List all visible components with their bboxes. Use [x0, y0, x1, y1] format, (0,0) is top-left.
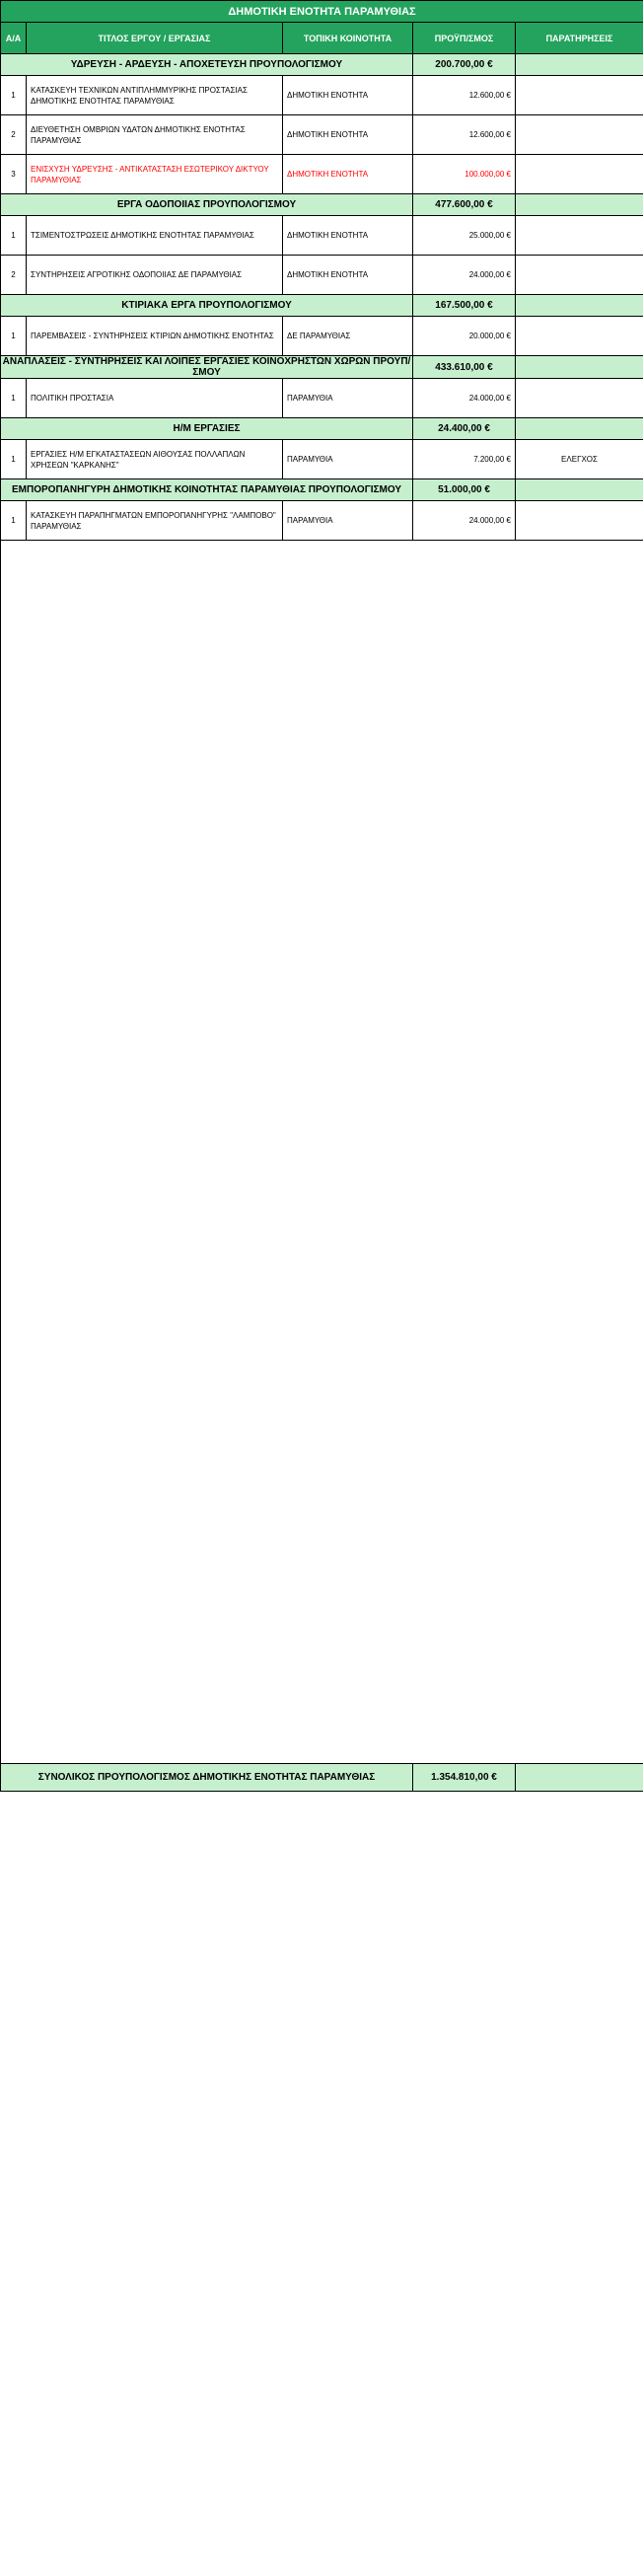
item-number: 1: [1, 216, 27, 256]
item-community: ΔΗΜΟΤΙΚΗ ΕΝΟΤΗΤΑ: [283, 115, 413, 155]
section-title: ΥΔΡΕΥΣΗ - ΑΡΔΕΥΣΗ - ΑΠΟΧΕΤΕΥΣΗ ΠΡΟΥΠΟΛΟΓΙΣΜΟΥ: [1, 54, 413, 76]
item-title: ΠΑΡΕΜΒΑΣΕΙΣ - ΣΥΝΤΗΡΗΣΕΙΣ ΚΤΙΡΙΩΝ ΔΗΜΟΤΙΚΗΣ ΕΝΟΤΗΤΑΣ: [27, 317, 283, 356]
section-notes-cell: [516, 418, 643, 440]
item-title: ΤΣΙΜΕΝΤΟΣΤΡΩΣΕΙΣ ΔΗΜΟΤΙΚΗΣ ΕΝΟΤΗΤΑΣ ΠΑΡΑΜΥΘΙΑΣ: [27, 216, 283, 256]
table-row: [1, 155, 643, 194]
table-row: [1, 115, 643, 155]
item-title: ΚΑΤΑΣΚΕΥΗ ΠΑΡΑΠΗΓΜΑΤΩΝ ΕΜΠΟΡΟΠΑΝΗΓΥΡΗΣ "ΛΑΜΠΟΒΟ" ΠΑΡΑΜΥΘΙΑΣ: [27, 501, 283, 541]
section-title: ΚΤΙΡΙΑΚΑ ΕΡΓΑ ΠΡΟΥΠΟΛΟΓΙΣΜΟΥ: [1, 295, 413, 317]
table-row: [1, 379, 643, 418]
item-budget: 100.000,00 €: [413, 155, 516, 194]
section-title: ΑΝΑΠΛΑΣΕΙΣ - ΣΥΝΤΗΡΗΣΕΙΣ ΚΑΙ ΛΟΙΠΕΣ ΕΡΓΑΣΙΕΣ ΚΟΙΝΟΧΡΗΣΤΩΝ ΧΩΡΩΝ ΠΡΟΥΠ/ΣΜΟΥ: [1, 356, 413, 379]
grand-total-value: 1.354.810,00 €: [413, 1764, 516, 1792]
item-community: ΔΗΜΟΤΙΚΗ ΕΝΟΤΗΤΑ: [283, 256, 413, 295]
title-row: [1, 1, 643, 23]
col-header-budget: ΠΡΟΫΠ/ΣΜΟΣ: [413, 23, 516, 54]
item-title: ΕΡΓΑΣΙΕΣ Η/Μ ΕΓΚΑΤΑΣΤΑΣΕΩΝ ΑΙΘΟΥΣΑΣ ΠΟΛΛΑΠΛΩΝ ΧΡΗΣΕΩΝ "ΚΑΡΚΑΝΗΣ": [27, 440, 283, 479]
section-header-row: [1, 295, 643, 317]
table-row: [1, 440, 643, 479]
item-number: 2: [1, 115, 27, 155]
item-title: ΣΥΝΤΗΡΗΣΕΙΣ ΑΓΡΟΤΙΚΗΣ ΟΔΟΠΟΙΙΑΣ ΔΕ ΠΑΡΑΜΥΘΙΑΣ: [27, 256, 283, 295]
section-header-row: [1, 194, 643, 216]
item-notes: [516, 216, 643, 256]
item-title: ΠΟΛΙΤΙΚΗ ΠΡΟΣΤΑΣΙΑ: [27, 379, 283, 418]
item-notes: [516, 115, 643, 155]
placeholder-cell: [1, 541, 643, 1764]
item-community: ΠΑΡΑΜΥΘΙΑ: [283, 501, 413, 541]
section-header-row: [1, 479, 643, 501]
item-notes: [516, 501, 643, 541]
section-budget: 24.400,00 €: [413, 418, 516, 440]
section-header-row: [1, 356, 643, 379]
item-community: ΠΑΡΑΜΥΘΙΑ: [283, 440, 413, 479]
item-budget: 7.200,00 €: [413, 440, 516, 479]
item-notes: [516, 155, 643, 194]
item-number: 1: [1, 440, 27, 479]
item-notes: [516, 256, 643, 295]
item-budget: 12.600,00 €: [413, 76, 516, 115]
item-number: 1: [1, 76, 27, 115]
item-community: ΠΑΡΑΜΥΘΙΑ: [283, 379, 413, 418]
item-number: 1: [1, 379, 27, 418]
item-budget: 20.000,00 €: [413, 317, 516, 356]
item-community: ΔΗΜΟΤΙΚΗ ΕΝΟΤΗΤΑ: [283, 155, 413, 194]
section-notes-cell: [516, 356, 643, 379]
section-notes-cell: [516, 295, 643, 317]
col-header-notes: ΠΑΡΑΤΗΡΗΣΕΙΣ: [516, 23, 643, 54]
table-row: [1, 317, 643, 356]
item-title: ΔΙΕΥΘΕΤΗΣΗ ΟΜΒΡΙΩΝ ΥΔΑΤΩΝ ΔΗΜΟΤΙΚΗΣ ΕΝΟΤΗΤΑΣ ΠΑΡΑΜΥΘΙΑΣ: [27, 115, 283, 155]
section-budget: 433.610,00 €: [413, 356, 516, 379]
section-header-row: [1, 418, 643, 440]
item-budget: 25.000,00 €: [413, 216, 516, 256]
item-number: 1: [1, 317, 27, 356]
item-community: ΔΗΜΟΤΙΚΗ ΕΝΟΤΗΤΑ: [283, 216, 413, 256]
section-budget: 477.600,00 €: [413, 194, 516, 216]
col-header-title: ΤΙΤΛΟΣ ΕΡΓΟΥ / ΕΡΓΑΣΙΑΣ: [27, 23, 283, 54]
table-row: [1, 256, 643, 295]
section-title: ΕΡΓΑ ΟΔΟΠΟΙΙΑΣ ΠΡΟΥΠΟΛΟΓΙΣΜΟΥ: [1, 194, 413, 216]
table-row: [1, 216, 643, 256]
section-header-row: [1, 54, 643, 76]
item-community: ΔΗΜΟΤΙΚΗ ΕΝΟΤΗΤΑ: [283, 76, 413, 115]
item-notes: [516, 317, 643, 356]
section-notes-cell: [516, 479, 643, 501]
item-title: ΕΝΙΣΧΥΣΗ ΥΔΡΕΥΣΗΣ - ΑΝΤΙΚΑΤΑΣΤΑΣΗ ΕΣΩΤΕΡΙΚΟΥ ΔΙΚΤΥΟΥ ΠΑΡΑΜΥΘΙΑΣ: [27, 155, 283, 194]
grand-total-label: ΣΥΝΟΛΙΚΟΣ ΠΡΟΥΠΟΛΟΓΙΣΜΟΣ ΔΗΜΟΤΙΚΗΣ ΕΝΟΤΗΤΑΣ ΠΑΡΑΜΥΘΙΑΣ: [1, 1764, 413, 1792]
item-budget: 24.000,00 €: [413, 501, 516, 541]
section-title: Η/Μ ΕΡΓΑΣΙΕΣ: [1, 418, 413, 440]
section-notes-cell: [516, 194, 643, 216]
item-budget: 24.000,00 €: [413, 379, 516, 418]
section-title: ΕΜΠΟΡΟΠΑΝΗΓΥΡΗ ΔΗΜΟΤΙΚΗΣ ΚΟΙΝΟΤΗΤΑΣ ΠΑΡΑΜΥΘΙΑΣ ΠΡΟΥΠΟΛΟΓΙΣΜΟΥ: [1, 479, 413, 501]
col-header-number: Α/Α: [1, 23, 27, 54]
grand-total-notes-cell: [516, 1764, 643, 1792]
unreadable-rows-placeholder: [1, 541, 643, 1764]
section-budget: 167.500,00 €: [413, 295, 516, 317]
item-notes: ΕΛΕΓΧΟΣ: [516, 440, 643, 479]
item-title: ΚΑΤΑΣΚΕΥΗ ΤΕΧΝΙΚΩΝ ΑΝΤΙΠΛΗΜΜΥΡΙΚΗΣ ΠΡΟΣΤΑΣΙΑΣ ΔΗΜΟΤΙΚΗΣ ΕΝΟΤΗΤΑΣ ΠΑΡΑΜΥΘΙΑΣ: [27, 76, 283, 115]
section-notes-cell: [516, 54, 643, 76]
table-row: [1, 501, 643, 541]
item-community: ΔΕ ΠΑΡΑΜΥΘΙΑΣ: [283, 317, 413, 356]
item-notes: [516, 379, 643, 418]
section-budget: 51.000,00 €: [413, 479, 516, 501]
item-number: 1: [1, 501, 27, 541]
budget-table-body: [1, 1, 643, 1792]
item-number: 2: [1, 256, 27, 295]
col-header-community: ΤΟΠΙΚΗ ΚΟΙΝΟΤΗΤΑ: [283, 23, 413, 54]
document-title: ΔΗΜΟΤΙΚΗ ΕΝΟΤΗΤΑ ΠΑΡΑΜΥΘΙΑΣ: [1, 1, 643, 23]
item-budget: 12.600,00 €: [413, 115, 516, 155]
item-number: 3: [1, 155, 27, 194]
grand-total-row: [1, 1764, 643, 1792]
item-notes: [516, 76, 643, 115]
table-row: [1, 76, 643, 115]
section-budget: 200.700,00 €: [413, 54, 516, 76]
item-budget: 24.000,00 €: [413, 256, 516, 295]
column-header-row: [1, 23, 643, 54]
